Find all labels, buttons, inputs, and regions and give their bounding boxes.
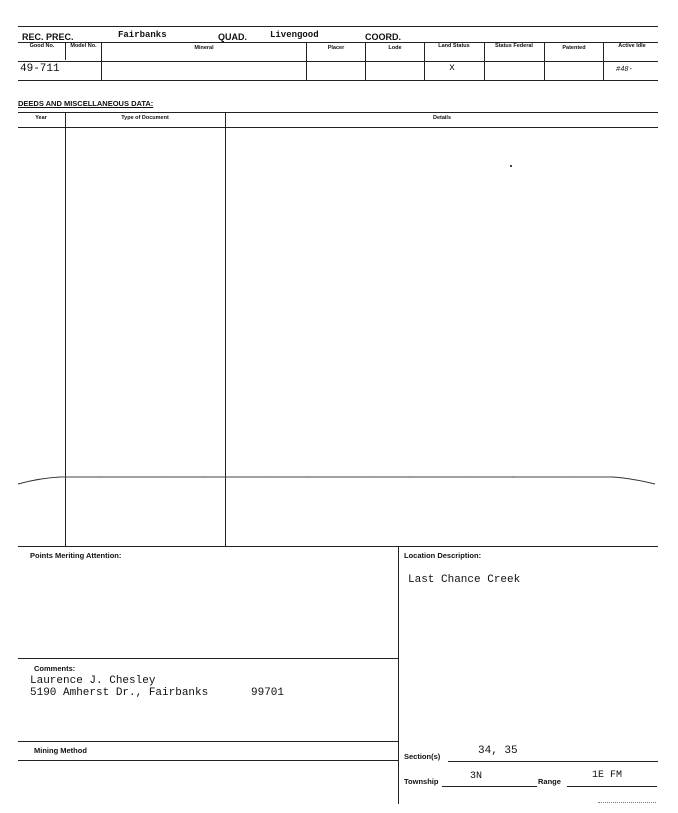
township-value: 3N xyxy=(470,771,483,782)
good-no-value: 49-711 xyxy=(20,63,60,75)
comments-label: Comments: xyxy=(34,664,76,673)
location-value: Last Chance Creek xyxy=(408,574,521,586)
deeds-header-rule xyxy=(18,127,658,128)
township-underline xyxy=(442,786,537,787)
col-divider xyxy=(65,42,66,60)
range-value: 1E FM xyxy=(592,770,623,781)
col-divider xyxy=(424,42,425,80)
scan-speck xyxy=(510,165,512,167)
deeds-bottom-rule xyxy=(18,546,658,547)
scan-mark xyxy=(598,802,656,803)
deeds-section-title: DEEDS AND MISCELLANEOUS DATA: xyxy=(18,99,154,108)
header-table-mid-rule xyxy=(18,61,658,62)
points-label: Points Meriting Attention: xyxy=(30,551,122,560)
quad-label: QUAD. xyxy=(218,32,247,42)
deeds-col-year: Year xyxy=(35,115,47,121)
comments-rule xyxy=(18,658,398,659)
comments-line-2: 5190 Amherst Dr., Fairbanks xyxy=(30,687,209,699)
col-divider xyxy=(603,42,604,80)
land-status-value: x xyxy=(449,63,456,74)
mining-method-bottom-rule xyxy=(18,760,398,761)
comments-zip: 99701 xyxy=(251,687,285,699)
col-divider xyxy=(484,42,485,80)
col-header-land-status: Land Status xyxy=(438,43,470,49)
rec-prec-label: REC. PREC. xyxy=(22,32,74,42)
range-underline xyxy=(567,786,657,787)
mining-method-label: Mining Method xyxy=(34,746,87,755)
rec-prec-value: Fairbanks xyxy=(118,30,167,40)
mining-method-rule xyxy=(18,741,398,742)
coord-label: COORD. xyxy=(365,32,401,42)
col-header-good-no: Good No. xyxy=(29,43,55,49)
township-label: Township xyxy=(404,777,439,786)
col-header-active-idle: Active Idle xyxy=(618,43,646,49)
col-header-mineral: Mineral xyxy=(194,45,214,51)
location-label: Location Description: xyxy=(404,551,482,560)
col-header-patented: Patented xyxy=(562,45,586,51)
active-idle-value: #48- xyxy=(616,66,633,74)
col-header-status-federal: Status Federal xyxy=(495,43,533,49)
deeds-top-rule xyxy=(18,112,658,113)
col-header-model-no: Model No. xyxy=(70,43,97,49)
sections-underline xyxy=(448,761,658,762)
range-label: Range xyxy=(538,777,561,786)
col-header-lode: Lode xyxy=(388,45,402,51)
page-fold-line xyxy=(0,470,678,495)
quad-value: Livengood xyxy=(270,30,319,40)
col-header-placer: Placer xyxy=(327,45,345,51)
top-rule xyxy=(18,26,658,27)
col-divider xyxy=(101,42,102,80)
sections-label: Section(s) xyxy=(404,752,441,761)
deeds-col-details: Details xyxy=(432,115,452,121)
header-table-top-rule xyxy=(18,42,658,43)
comments-line-1: Laurence J. Chesley xyxy=(30,675,156,687)
sections-value: 34, 35 xyxy=(478,745,518,757)
deeds-col-type: Type of Document xyxy=(121,115,169,121)
header-table-bottom-rule xyxy=(18,80,658,81)
bottom-col-divider xyxy=(398,546,399,804)
